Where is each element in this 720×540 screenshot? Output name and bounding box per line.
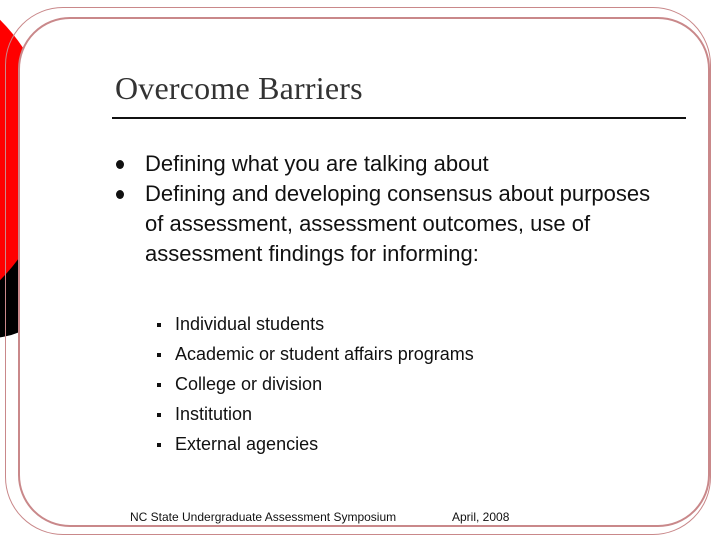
- square-bullet-icon: [157, 323, 161, 327]
- slide-title: Overcome Barriers: [115, 70, 363, 106]
- sub-bullet-item: [157, 399, 474, 429]
- sub-bullet-text: Institution: [175, 404, 253, 424]
- sub-bullet-item: [157, 309, 474, 339]
- square-bullet-icon: [157, 443, 161, 447]
- bullet-dot-icon: [116, 190, 124, 199]
- square-bullet-icon: [157, 383, 161, 387]
- bullet-text: Defining what you are talking about: [145, 151, 489, 176]
- sub-bullet-text: College or division: [175, 374, 323, 394]
- sub-bullet-item: [157, 429, 474, 459]
- bullet-text: Defining and developing consensus about purposes of assessment, assessment outcomes, use of assessment findings for informing:: [145, 181, 651, 266]
- bullet-item: [114, 149, 654, 179]
- title-underline: [112, 117, 686, 119]
- sub-bullet-text: Academic or student affairs programs: [175, 344, 474, 364]
- square-bullet-icon: [157, 413, 161, 417]
- sub-bullet-item: [157, 369, 474, 399]
- sub-bullet-text: External agencies: [175, 434, 319, 454]
- bullet-dot-icon: [116, 160, 124, 169]
- sub-bullet-list: [157, 309, 474, 459]
- footer-event: NC State Undergraduate Assessment Symposium: [130, 510, 397, 524]
- bullet-item: [114, 179, 654, 269]
- sub-bullet-text: Individual students: [175, 314, 325, 334]
- footer-date: April, 2008: [452, 510, 510, 524]
- square-bullet-icon: [157, 353, 161, 357]
- sub-bullet-item: [157, 339, 474, 369]
- bullet-list: [114, 149, 654, 269]
